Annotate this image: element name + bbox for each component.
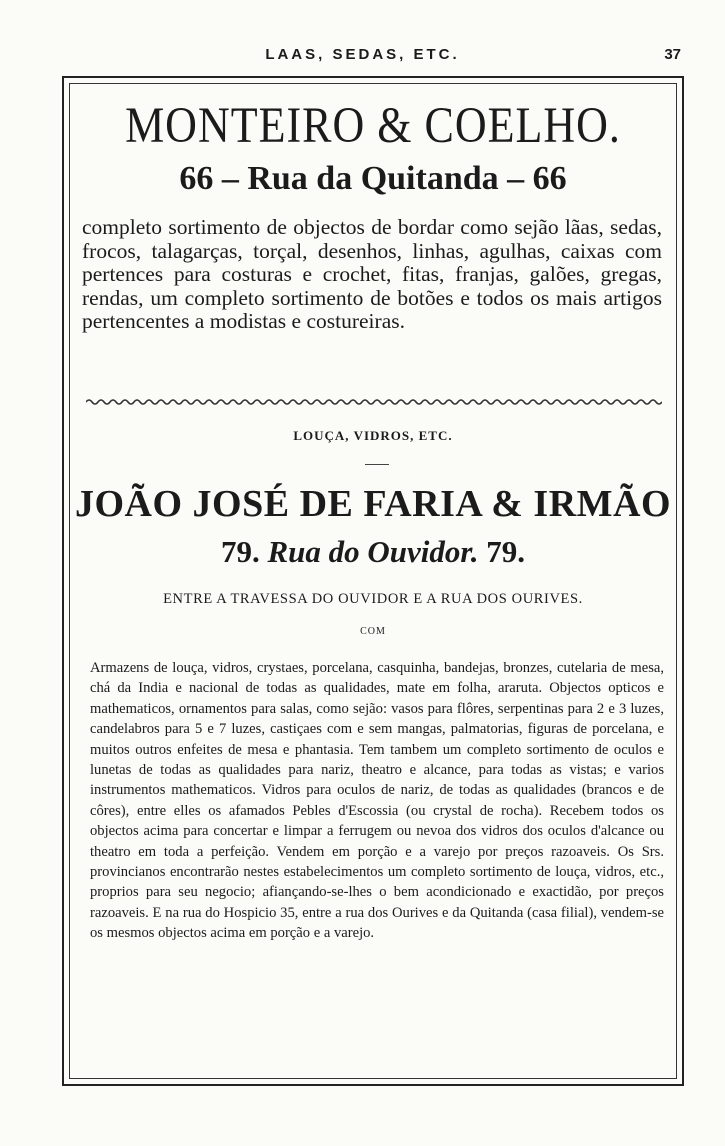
ad2-between-streets: ENTRE A TRAVESSA DO OUVIDOR E A RUA DOS OURIVES.: [163, 591, 583, 607]
ad2-address: [62, 534, 684, 570]
ad2-address-number-left: 79.: [220, 534, 260, 569]
ad2-company-name: JOÃO JOSÉ DE FARIA & IRMÃO: [74, 483, 672, 525]
short-rule: [365, 464, 389, 465]
running-head: [0, 46, 725, 68]
ad1-address: 66 – Rua da Quitanda – 66: [179, 160, 567, 197]
ad2-address-number-right: 79.: [486, 534, 526, 569]
page-number: 37: [664, 46, 681, 63]
running-title: LAAS, SEDAS, ETC.: [265, 46, 460, 63]
ad1-body-text: completo sortimento de objectos de bordar como sejão lãas, sedas, frocos, talagarças, torçal, desenhos, linhas, agulhas, caixas com pertences para costuras e crochet, fitas, franjas, galões, gregas, rendas, um completo sortimento de botões e todos os mais artigos pertencentes a modistas e costureiras.: [82, 215, 662, 333]
ad2-section-heading: LOUÇA, VIDROS, ETC.: [293, 428, 453, 443]
ad2-body-text: Armazens de louça, vidros, crystaes, porcelana, casquinha, bandejas, bronzes, cutelaria de mesa, chá da India e nacional de todas as qualidades, mate em folha, araruta. Objectos opticos e mathematicos, ornamentos para salas, como sejão: vasos para flôres, serpentinas para 2 e 3 luzes, candelabros para 5 e 7 luzes, castiçaes com e sem mangas, palmatorias, figuras de porcelana, e muitos outros enfeites de mesa e phantasia. Tem tambem um completo sortimento de oculos e lunetas de todas as qualidades para nariz, theatro e alcance, para todas as vistas; e varios instrumentos mathematicos. Vidros para oculos de nariz, de todas as qualidades (brancos e de côres), entre elles os afamados Pebles d'Escossia (ou crystal de rocha). Recebem todos os objectos acima para concertar e limpar a ferrugem ou nevoa dos vidros dos oculos d'alcance ou theatro em toda a perfeição. Vendem em porção e a varejo por preços razoaveis. Os Srs. provincianos encontrarão nestes estabelecimentos um completo sortimento de louça, vidros, etc., proprios para seu negocio; afiançando-se-lhes o bem acondicionado e exactidão, por preços razoaveis. E na rua do Hospicio 35, entre a rua dos Ourives e da Quitanda (casa filial), vendem-se os mesmos objectos acima em porção e a varejo.: [90, 660, 664, 942]
ad2-com: COM: [360, 626, 386, 637]
wavy-divider-line: [86, 400, 662, 404]
ad1-company-name: MONTEIRO & COELHO.: [125, 97, 621, 154]
ad2-address-street: Rua do Ouvidor.: [267, 534, 479, 569]
wavy-divider: [86, 397, 662, 407]
